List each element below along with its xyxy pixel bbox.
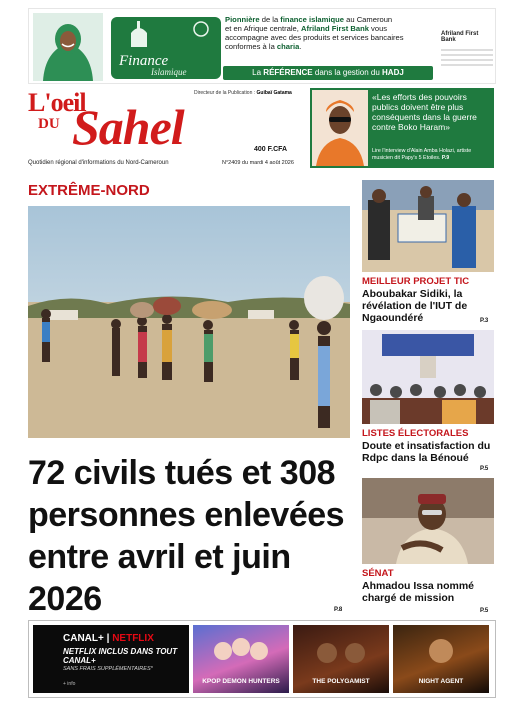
side-photo-senator: [362, 478, 494, 564]
price: 400 F.CFA: [254, 146, 288, 153]
afriland-bank-logo: Afriland First Bank: [441, 31, 493, 69]
side-1-title[interactable]: Aboubakar Sidiki, la révélation de l'IUT de Ngaoundéré: [362, 288, 468, 324]
interview-promo[interactable]: [310, 88, 494, 168]
side-2-title[interactable]: Doute et insatisfaction du Rdpc dans la Bénoué: [362, 440, 491, 464]
ad-line-2: SANS FRAIS SUPPLÉMENTAIRES*: [63, 666, 153, 672]
side-photo-meeting: [362, 330, 494, 424]
side-3-kicker: SÉNAT: [362, 568, 394, 579]
logo-text: Finance: [119, 53, 169, 69]
ad-tag: + info: [63, 681, 76, 687]
side-3-page: P.5: [480, 608, 489, 614]
poster-3: NIGHT AGENT: [393, 625, 489, 693]
title-loeil: L'oeil: [28, 88, 86, 117]
publication-director: Directeur de la Publication : Guibaï Gatama: [194, 90, 292, 96]
side-2-kicker: LISTES ÉLECTORALES: [362, 428, 469, 439]
main-photo-displaced-people: [28, 206, 350, 438]
side-1-kicker: MEILLEUR PROJET TIC: [362, 276, 470, 287]
issue-number: N°2409 du mardi 4 août 2026: [222, 160, 294, 166]
promo-subtitle: Lire l'interview d'Alain Amba Holazi, artiste musicien dit Papy's 5 Etoiles. P.9: [372, 148, 472, 161]
promo-photo-artist: [312, 90, 368, 166]
tagline: Quotidien régional d'informations du Nord-Cameroun: [28, 160, 169, 166]
poster-1: KPOP DEMON HUNTERS: [193, 625, 289, 693]
top-advertisement[interactable]: [28, 8, 496, 84]
side-photo-award: [362, 180, 494, 272]
promo-quote: «Les efforts des pouvoirs publics doivent être plus conséquents dans la guerre contre Boko Haram»: [372, 92, 477, 132]
main-page-ref: P.8: [334, 607, 343, 613]
finance-islamique-logo: [111, 17, 221, 79]
logo-text-2: Islamique: [151, 67, 187, 77]
canal-netflix-ad: [33, 625, 189, 693]
ad-photo-woman: [33, 13, 103, 81]
canal-netflix-brand: CANAL+ | NETFLIX: [63, 633, 154, 644]
ad-line-1: NETFLIX INCLUS DANS TOUT CANAL+: [63, 647, 178, 665]
poster-2: THE POLYGAMIST: [293, 625, 389, 693]
title-du: DU: [38, 116, 60, 132]
side-3-title[interactable]: Ahmadou Issa nommé chargé de mission: [362, 580, 475, 604]
ad-cta-banner: La RÉFÉRENCE dans la gestion du HADJ: [223, 66, 433, 80]
side-1-page: P.3: [480, 318, 489, 324]
side-2-page: P.5: [480, 466, 489, 472]
bottom-advertisement[interactable]: [28, 620, 496, 698]
main-headline[interactable]: 72 civils tués et 308 personnes enlevées entre avril et juin 2026: [28, 454, 345, 618]
title-sahel: Sahel: [72, 99, 184, 155]
ad-body-text: Pionnière de la finance islamique au Cameroun et en Afrique centrale, Afriland First Bank vous accompagne avec des produits et services bancaires conformes à la charia.: [225, 15, 404, 51]
main-section-kicker: EXTRÊME-NORD: [28, 182, 150, 199]
masthead: [28, 88, 306, 170]
